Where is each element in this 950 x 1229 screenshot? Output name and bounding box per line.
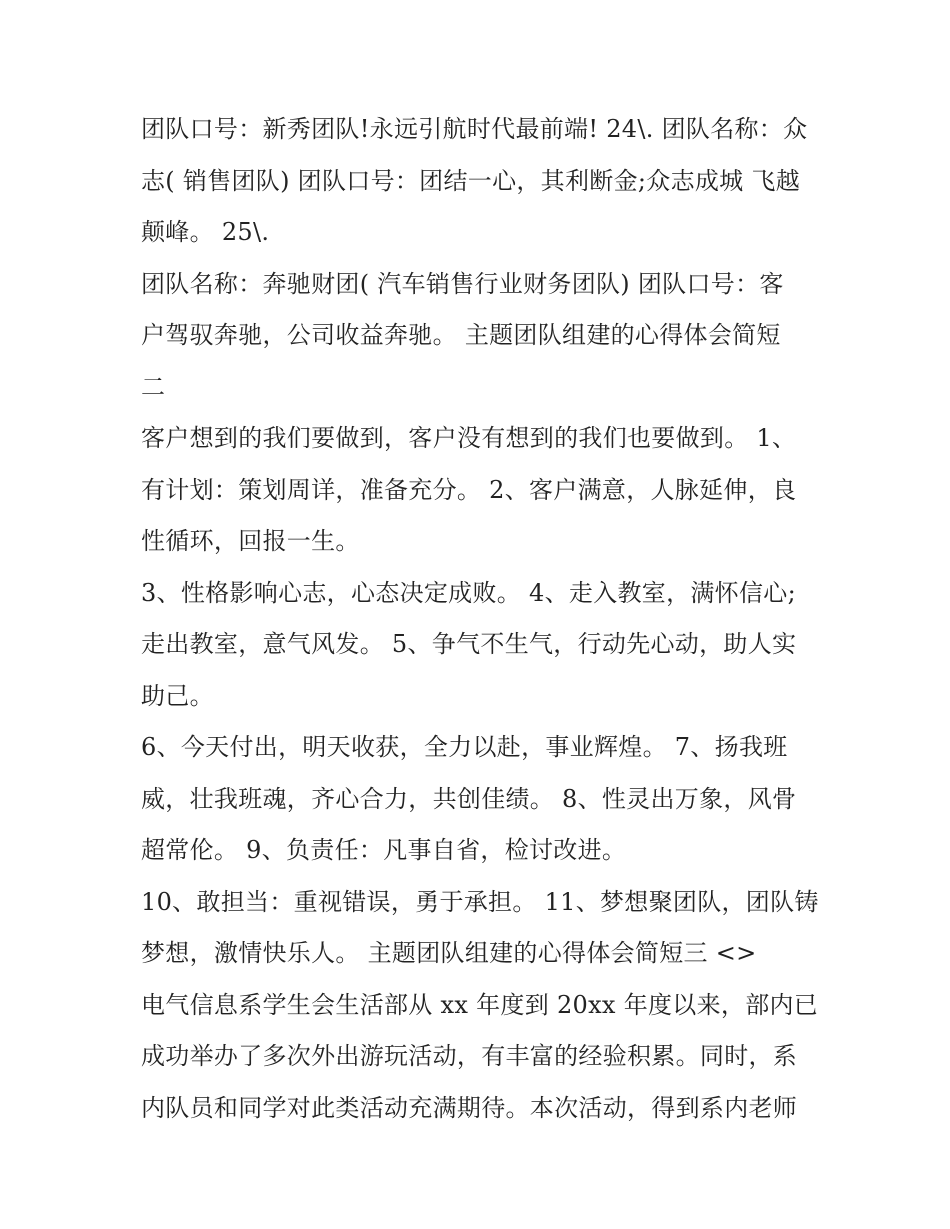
text-line: 性循环，回报一生。: [141, 527, 360, 555]
text-line: 梦想，激情快乐人。 主题团队组建的心得体会简短三 <>: [141, 939, 757, 967]
text-line: 成功举办了多次外出游玩活动，有丰富的经验积累。同时，系: [141, 1042, 798, 1070]
text-line: 内队员和同学对此类活动充满期待。本次活动，得到系内老师: [141, 1093, 798, 1122]
text-line: 团队口号：新秀团队!永远引航时代最前端! 24\. 团队名称：众: [141, 115, 808, 143]
text-line: 超常伦。 9、负责任：凡事自省，检讨改进。: [141, 836, 627, 864]
text-line: 6、今天付出，明天收获，全力以赴，事业辉煌。 7、扬我班: [141, 733, 788, 761]
text-line: 有计划：策划周详，准备充分。 2、客户满意，人脉延伸，良: [141, 475, 797, 504]
text-line: 志( 销售团队) 团队口号：团结一心，其利断金;众志成城 飞越: [141, 166, 800, 195]
text-line: 10、敢担当：重视错误，勇于承担。 11、梦想聚团队，团队铸: [141, 887, 819, 916]
text-line: 走出教室，意气风发。 5、争气不生气，行动先心动，助人实: [141, 630, 797, 658]
text-line: 3、性格影响心志，心态决定成败。 4、走入教室，满怀信心;: [141, 578, 796, 607]
text-line: 户驾驭奔驰，公司收益奔驰。 主题团队组建的心得体会简短: [141, 321, 781, 349]
text-line: 助己。: [141, 681, 214, 710]
text-line: 威，壮我班魂，齐心合力，共创佳绩。 8、性灵出万象，风骨: [141, 784, 797, 813]
document-body: [141, 104, 821, 1134]
text-line: 客户想到的我们要做到，客户没有想到的我们也要做到。 1、: [141, 424, 797, 452]
text-line: 颠峰。 25\.: [141, 218, 270, 246]
text-line: 团队名称：奔驰财团( 汽车销售行业财务团队) 团队口号：客: [141, 269, 784, 298]
text-line: 电气信息系学生会生活部从 xx 年度到 20xx 年度以来，部内已: [141, 990, 819, 1019]
text-line: 二: [141, 372, 166, 401]
